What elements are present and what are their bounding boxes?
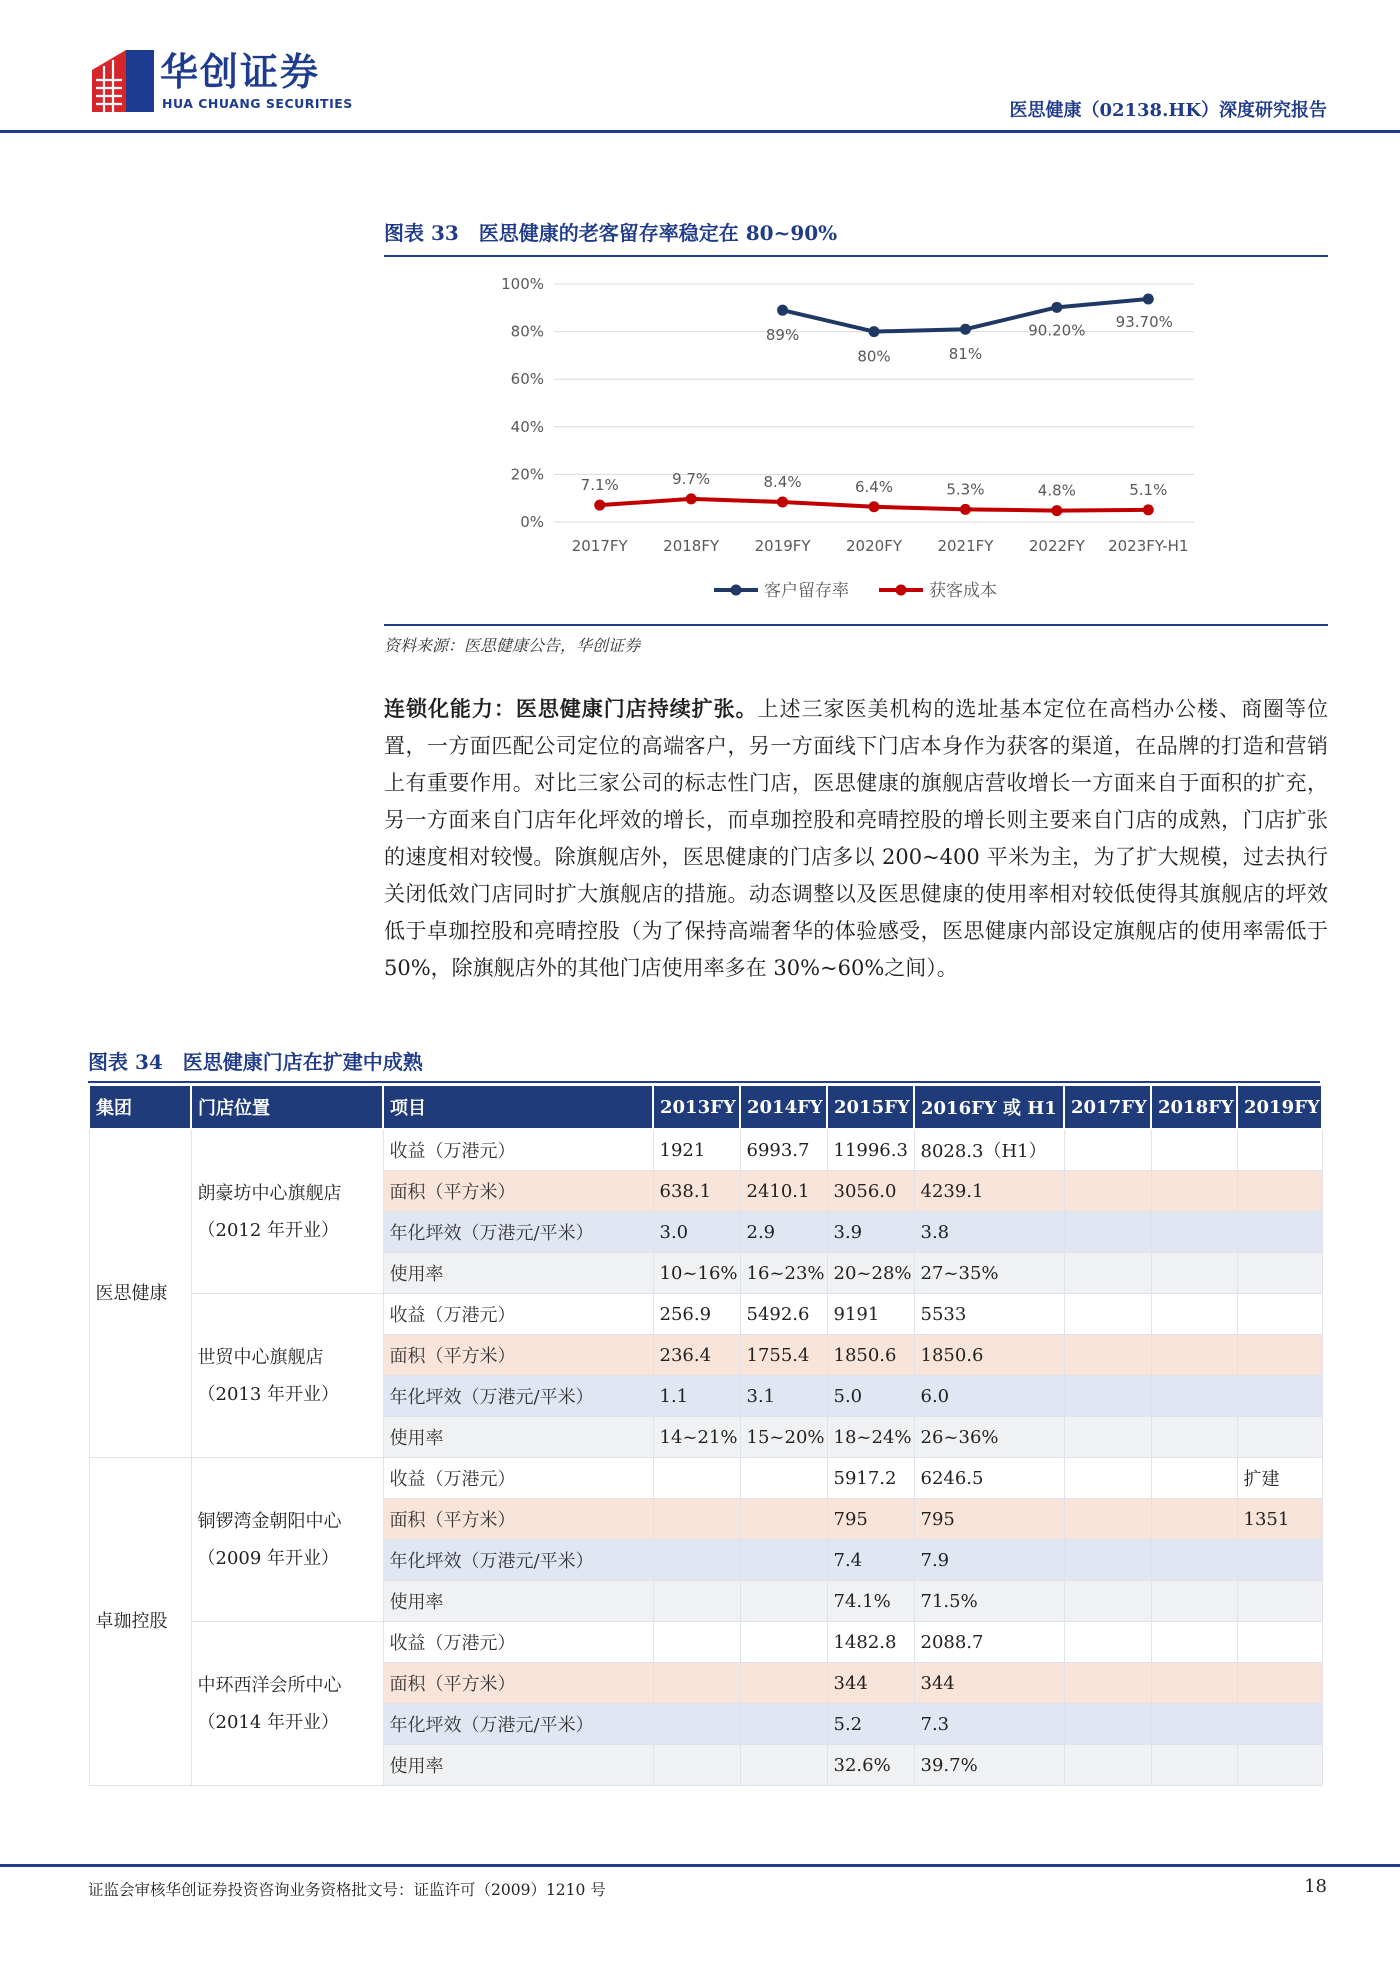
- value-cell: 344: [827, 1663, 914, 1704]
- value-cell: [1064, 1294, 1151, 1335]
- header-divider: [0, 130, 1400, 133]
- value-cell: 236.4: [653, 1335, 740, 1376]
- data-label: 93.70%: [1115, 312, 1173, 331]
- table-row: [89, 1458, 1322, 1499]
- value-cell: [740, 1745, 827, 1786]
- value-cell: [1151, 1581, 1237, 1622]
- value-cell: [1151, 1212, 1237, 1253]
- value-cell: [1064, 1335, 1151, 1376]
- figure-33-title: 图表 33 医思健康的老客留存率稳定在 80~90%: [384, 221, 838, 245]
- value-cell: 26~36%: [914, 1417, 1064, 1458]
- value-cell: 10~16%: [653, 1253, 740, 1294]
- store-name: 铜锣湾金朝阳中心: [197, 1510, 342, 1532]
- value-cell: 5917.2: [827, 1458, 914, 1499]
- value-cell: 1482.8: [827, 1622, 914, 1663]
- x-tick-label: 2021FY: [937, 537, 994, 555]
- value-cell: [1151, 1745, 1237, 1786]
- value-cell: [1151, 1499, 1237, 1540]
- column-header: 2015FY: [827, 1085, 914, 1129]
- metric-label: 使用率: [383, 1253, 653, 1294]
- y-tick-label: 0%: [520, 513, 544, 531]
- store-opened: （2012 年开业）: [197, 1219, 340, 1241]
- table-row: [89, 1622, 1322, 1663]
- report-title: 医思健康（02138.HK）深度研究报告: [1009, 100, 1327, 121]
- data-point: [869, 326, 880, 337]
- value-cell: [653, 1704, 740, 1745]
- value-cell: 7.4: [827, 1540, 914, 1581]
- value-cell: 11996.3: [827, 1129, 914, 1171]
- x-tick-label: 2023FY-H1: [1108, 537, 1189, 555]
- value-cell: [1064, 1499, 1151, 1540]
- data-point: [686, 493, 697, 504]
- value-cell: 256.9: [653, 1294, 740, 1335]
- data-point: [1051, 302, 1062, 313]
- data-point: [1143, 293, 1154, 304]
- legend-marker: [731, 585, 742, 596]
- data-label: 4.8%: [1037, 481, 1076, 500]
- value-cell: 1921: [653, 1129, 740, 1171]
- value-cell: [1237, 1376, 1322, 1417]
- data-point: [594, 500, 605, 511]
- paragraph-body: 上述三家医美机构的选址基本定位在高档办公楼、商圈等位置，一方面匹配公司定位的高端客户，另一方面线下门店本身作为获客的渠道，在品牌的打造和营销上有重要作用。对比三家公司的标志性门店，医思健康的旗舰店营收增长一方面来自于面积的扩充，另一方面来自门店年化坪效的增长，而卓珈控股和亮晴控股的增长则主要来自门店的成熟，门店扩张的速度相对较慢。除旗舰店外，医思健康的门店多以 200~400 平米为主，为了扩大规模，过去执行关闭低效门店同时扩大旗舰店的措施。动态调整以及医思健康的使用率相对较低使得其旗舰店的坪效低于卓珈控股和亮晴控股（为了保持高端奢华的体验感受，医思健康内部设定旗舰店的使用率需低于 50%，除旗舰店外的其他门店使用率多在 30%~60%之间）。: [384, 697, 1328, 980]
- value-cell: 2.9: [740, 1212, 827, 1253]
- value-cell: [1064, 1458, 1151, 1499]
- value-cell: 3.8: [914, 1212, 1064, 1253]
- store-expansion-table: [88, 1084, 1323, 1786]
- value-cell: [1237, 1581, 1322, 1622]
- metric-label: 面积（平方米）: [383, 1171, 653, 1212]
- value-cell: [1237, 1745, 1322, 1786]
- table-row: [89, 1294, 1322, 1335]
- value-cell: [740, 1499, 827, 1540]
- value-cell: 39.7%: [914, 1745, 1064, 1786]
- value-cell: [1064, 1704, 1151, 1745]
- value-cell: 8028.3（H1）: [914, 1129, 1064, 1171]
- column-header: 集团: [89, 1085, 191, 1129]
- value-cell: [653, 1458, 740, 1499]
- value-cell: [1151, 1253, 1237, 1294]
- store-opened: （2013 年开业）: [197, 1383, 340, 1405]
- data-label: 5.1%: [1129, 480, 1168, 499]
- value-cell: 1850.6: [827, 1335, 914, 1376]
- x-tick-label: 2019FY: [754, 537, 811, 555]
- value-cell: 1850.6: [914, 1335, 1064, 1376]
- value-cell: [1064, 1376, 1151, 1417]
- data-label: 5.3%: [946, 480, 985, 499]
- value-cell: 795: [827, 1499, 914, 1540]
- column-header: 项目: [383, 1085, 653, 1129]
- data-point: [1143, 504, 1154, 515]
- x-tick-label: 2018FY: [663, 537, 720, 555]
- value-cell: [1151, 1376, 1237, 1417]
- body-paragraph: [384, 690, 1328, 987]
- figure-33-source: 资料来源：医思健康公告，华创证券: [384, 636, 641, 655]
- value-cell: [1151, 1335, 1237, 1376]
- value-cell: [740, 1540, 827, 1581]
- value-cell: 74.1%: [827, 1581, 914, 1622]
- value-cell: 扩建: [1237, 1458, 1322, 1499]
- value-cell: [740, 1663, 827, 1704]
- value-cell: 6.0: [914, 1376, 1064, 1417]
- data-point: [777, 305, 788, 316]
- value-cell: 6246.5: [914, 1458, 1064, 1499]
- value-cell: [1237, 1663, 1322, 1704]
- footer-divider: [0, 1864, 1400, 1867]
- value-cell: 795: [914, 1499, 1064, 1540]
- figure-33-top-rule: [384, 255, 1328, 257]
- data-label: 8.4%: [763, 473, 802, 492]
- value-cell: [653, 1581, 740, 1622]
- metric-label: 面积（平方米）: [383, 1663, 653, 1704]
- figure-33-bottom-rule: [384, 624, 1328, 626]
- value-cell: 3.9: [827, 1212, 914, 1253]
- value-cell: 27~35%: [914, 1253, 1064, 1294]
- data-label: 9.7%: [672, 469, 711, 488]
- value-cell: 16~23%: [740, 1253, 827, 1294]
- value-cell: [1237, 1212, 1322, 1253]
- value-cell: 4239.1: [914, 1171, 1064, 1212]
- value-cell: [1064, 1253, 1151, 1294]
- value-cell: [1237, 1171, 1322, 1212]
- value-cell: [653, 1540, 740, 1581]
- column-header: 门店位置: [191, 1085, 383, 1129]
- value-cell: [1237, 1294, 1322, 1335]
- data-point: [869, 501, 880, 512]
- paragraph-lead: 连锁化能力：医思健康门店持续扩张。: [384, 696, 758, 721]
- value-cell: 3056.0: [827, 1171, 914, 1212]
- value-cell: 5.2: [827, 1704, 914, 1745]
- value-cell: [653, 1622, 740, 1663]
- value-cell: 14~21%: [653, 1417, 740, 1458]
- column-header: 2019FY: [1237, 1085, 1322, 1129]
- column-header: 2014FY: [740, 1085, 827, 1129]
- data-point: [960, 324, 971, 335]
- column-header: 2018FY: [1151, 1085, 1237, 1129]
- value-cell: [1237, 1704, 1322, 1745]
- value-cell: 5533: [914, 1294, 1064, 1335]
- value-cell: [1151, 1417, 1237, 1458]
- value-cell: 6993.7: [740, 1129, 827, 1171]
- group-cell: 医思健康: [89, 1129, 191, 1458]
- value-cell: [1237, 1335, 1322, 1376]
- data-point: [777, 497, 788, 508]
- brand-name-cn: 华创证券: [160, 50, 321, 94]
- value-cell: 638.1: [653, 1171, 740, 1212]
- company-logo: [92, 50, 154, 112]
- value-cell: 5492.6: [740, 1294, 827, 1335]
- value-cell: [740, 1458, 827, 1499]
- value-cell: [1151, 1129, 1237, 1171]
- value-cell: [1064, 1417, 1151, 1458]
- data-label: 81%: [948, 345, 983, 364]
- data-label: 90.20%: [1028, 321, 1086, 340]
- value-cell: [653, 1499, 740, 1540]
- value-cell: [1064, 1212, 1151, 1253]
- table-row: [89, 1129, 1322, 1171]
- value-cell: [740, 1581, 827, 1622]
- value-cell: [1151, 1622, 1237, 1663]
- legend-label: 获客成本: [929, 581, 997, 601]
- retention-chart: [384, 260, 1328, 620]
- store-cell: [191, 1458, 383, 1622]
- footer-license: 证监会审核华创证券投资咨询业务资格批文号：证监许可（2009）1210 号: [88, 1881, 606, 1899]
- metric-label: 收益（万港元）: [383, 1129, 653, 1171]
- value-cell: 9191: [827, 1294, 914, 1335]
- value-cell: [1064, 1171, 1151, 1212]
- column-header: 2016FY 或 H1: [914, 1085, 1064, 1129]
- data-label: 89%: [765, 326, 800, 345]
- y-tick-label: 80%: [510, 322, 544, 341]
- value-cell: 1755.4: [740, 1335, 827, 1376]
- store-name: 世贸中心旗舰店: [197, 1346, 324, 1368]
- value-cell: 5.0: [827, 1376, 914, 1417]
- value-cell: [1151, 1540, 1237, 1581]
- y-tick-label: 40%: [510, 417, 544, 436]
- y-tick-label: 20%: [510, 465, 544, 484]
- value-cell: [740, 1622, 827, 1663]
- value-cell: [1064, 1540, 1151, 1581]
- legend-label: 客户留存率: [764, 581, 849, 601]
- store-cell: [191, 1129, 383, 1294]
- metric-label: 年化坪效（万港元/平米）: [383, 1704, 653, 1745]
- metric-label: 使用率: [383, 1417, 653, 1458]
- data-point: [1051, 505, 1062, 516]
- value-cell: 7.9: [914, 1540, 1064, 1581]
- store-name: 中环西洋会所中心: [197, 1674, 342, 1696]
- value-cell: [653, 1745, 740, 1786]
- metric-label: 面积（平方米）: [383, 1335, 653, 1376]
- value-cell: [1151, 1458, 1237, 1499]
- data-label: 80%: [857, 347, 891, 366]
- metric-label: 年化坪效（万港元/平米）: [383, 1212, 653, 1253]
- value-cell: [1064, 1745, 1151, 1786]
- metric-label: 使用率: [383, 1745, 653, 1786]
- value-cell: [653, 1663, 740, 1704]
- x-tick-label: 2017FY: [571, 537, 628, 555]
- metric-label: 年化坪效（万港元/平米）: [383, 1540, 653, 1581]
- data-label: 6.4%: [854, 477, 894, 496]
- value-cell: [740, 1704, 827, 1745]
- figure-34-top-rule: [88, 1081, 1320, 1083]
- metric-label: 收益（万港元）: [383, 1458, 653, 1499]
- metric-label: 收益（万港元）: [383, 1622, 653, 1663]
- value-cell: 1351: [1237, 1499, 1322, 1540]
- column-header: 2017FY: [1064, 1085, 1151, 1129]
- value-cell: 3.0: [653, 1212, 740, 1253]
- metric-label: 年化坪效（万港元/平米）: [383, 1376, 653, 1417]
- page-number: 18: [1304, 1876, 1327, 1897]
- value-cell: [1151, 1171, 1237, 1212]
- data-point: [960, 504, 971, 515]
- x-tick-label: 2020FY: [846, 537, 902, 555]
- figure-34-title: 图表 34 医思健康门店在扩建中成熟: [88, 1050, 423, 1074]
- metric-label: 收益（万港元）: [383, 1294, 653, 1335]
- value-cell: [1237, 1253, 1322, 1294]
- value-cell: [1151, 1663, 1237, 1704]
- store-opened: （2009 年开业）: [197, 1547, 340, 1569]
- legend-marker: [896, 585, 907, 596]
- value-cell: 32.6%: [827, 1745, 914, 1786]
- y-tick-label: 100%: [501, 275, 544, 293]
- value-cell: 71.5%: [914, 1581, 1064, 1622]
- data-label: 7.1%: [580, 476, 619, 495]
- value-cell: 7.3: [914, 1704, 1064, 1745]
- value-cell: [1237, 1540, 1322, 1581]
- x-tick-label: 2022FY: [1028, 537, 1085, 555]
- brand-name-en: HUA CHUANG SECURITIES: [162, 96, 353, 111]
- value-cell: 18~24%: [827, 1417, 914, 1458]
- store-name: 朗豪坊中心旗舰店: [197, 1182, 342, 1204]
- value-cell: [1064, 1622, 1151, 1663]
- value-cell: [1237, 1417, 1322, 1458]
- value-cell: [1237, 1129, 1322, 1171]
- metric-label: 使用率: [383, 1581, 653, 1622]
- value-cell: [1064, 1663, 1151, 1704]
- column-header: 2013FY: [653, 1085, 740, 1129]
- store-cell: [191, 1294, 383, 1458]
- table-header-row: [89, 1085, 1322, 1129]
- group-cell: 卓珈控股: [89, 1458, 191, 1786]
- metric-label: 面积（平方米）: [383, 1499, 653, 1540]
- value-cell: 15~20%: [740, 1417, 827, 1458]
- store-cell: [191, 1622, 383, 1786]
- value-cell: [1151, 1704, 1237, 1745]
- value-cell: [1064, 1581, 1151, 1622]
- value-cell: [1151, 1294, 1237, 1335]
- value-cell: 3.1: [740, 1376, 827, 1417]
- store-opened: （2014 年开业）: [197, 1711, 340, 1733]
- value-cell: 20~28%: [827, 1253, 914, 1294]
- value-cell: 344: [914, 1663, 1064, 1704]
- value-cell: 2088.7: [914, 1622, 1064, 1663]
- value-cell: 2410.1: [740, 1171, 827, 1212]
- value-cell: [1237, 1622, 1322, 1663]
- y-tick-label: 60%: [510, 370, 544, 389]
- value-cell: [1064, 1129, 1151, 1171]
- value-cell: 1.1: [653, 1376, 740, 1417]
